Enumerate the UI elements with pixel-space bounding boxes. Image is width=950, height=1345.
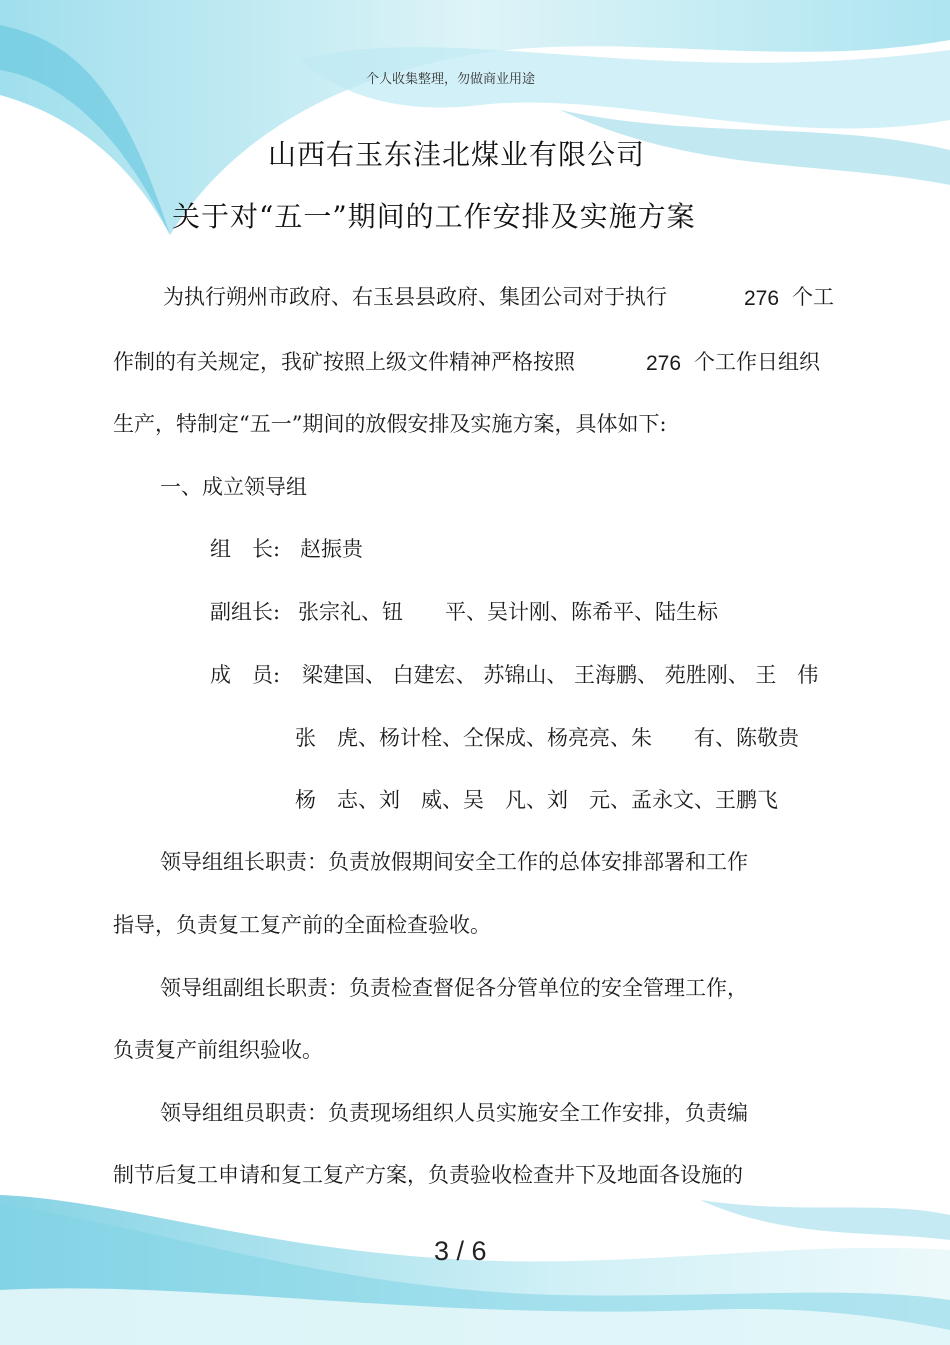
page-indicator: 3 / 6 xyxy=(434,1236,487,1266)
leader-label: 组 长: xyxy=(210,537,281,561)
intro-line-3: 生产，特制定“五一”期间的放假安排及实施方案，具体如下: xyxy=(113,412,667,436)
deputy-duty-line-2: 负责复产前组织验收。 xyxy=(113,1038,323,1062)
header-note: 个人收集整理，勿做商业用途 xyxy=(366,72,536,87)
company-name: 山西右玉东洼北煤业有限公司 xyxy=(268,138,646,171)
leader-value: 赵振贵 xyxy=(300,537,363,561)
leader-duty-line-2: 指导，负责复工复产前的全面检查验收。 xyxy=(113,913,491,937)
members-line-2: 张 虎、杨计栓、仝保成、杨亮亮、朱 有、陈敬贵 xyxy=(295,726,799,750)
deputy-duty-line-1: 领导组副组长职责：负责检查督促各分管单位的安全管理工作， xyxy=(160,976,748,1000)
members-line-3: 杨 志、刘 威、吴 凡、刘 元、孟永文、王鹏飞 xyxy=(295,788,778,812)
intro-line-2: 作制的有关规定，我矿按照上级文件精神严格按照 xyxy=(113,350,575,374)
section-heading: 一、成立领导组 xyxy=(160,475,307,499)
deputy-value: 张宗礼、钮 平、吴计刚、陈希平、陆生标 xyxy=(298,600,718,624)
document-title: 关于对“五一”期间的工作安排及实施方案 xyxy=(172,200,696,233)
members-label: 成 员: xyxy=(210,663,281,687)
member-duty-line-2: 制节后复工申请和复工复产方案，负责验收检查井下及地面各设施的 xyxy=(113,1163,743,1187)
intro-number-2: 276 xyxy=(646,352,682,375)
intro-number-1: 276 xyxy=(744,287,780,310)
intro-line-1-end: 个工 xyxy=(792,285,834,309)
intro-line-1: 为执行朔州市政府、右玉县县政府、集团公司对于执行 xyxy=(163,285,667,309)
deputy-label: 副组长: xyxy=(210,600,281,624)
leader-duty-line-1: 领导组组长职责：负责放假期间安全工作的总体安排部署和工作 xyxy=(160,850,748,874)
members-line-1: 梁建国、 白建宏、 苏锦山、 王海鹏、 苑胜刚、 王 伟 xyxy=(302,663,819,687)
intro-line-2-end: 个工作日组织 xyxy=(694,350,820,374)
member-duty-line-1: 领导组组员职责：负责现场组织人员实施安全工作安排，负责编 xyxy=(160,1101,748,1125)
